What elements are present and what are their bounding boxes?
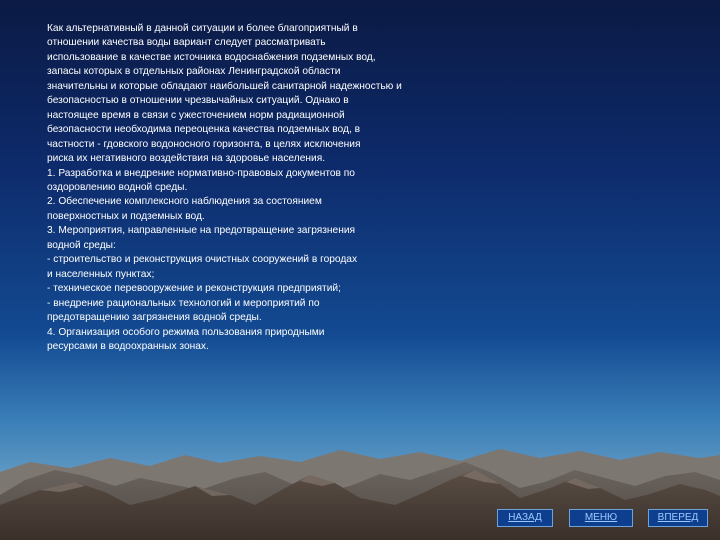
text-line: значительны и которые обладают наибольшей санитарной надежностью и <box>47 80 402 92</box>
text-line: - строительство и реконструкция очистных сооружений в городах <box>47 254 358 266</box>
text-line: и населенных пунктах; <box>47 268 155 280</box>
menu-button[interactable]: МЕНЮ <box>569 509 633 527</box>
text-line: Как альтернативный в данной ситуации и более благоприятный в <box>47 23 358 34</box>
back-button[interactable]: НАЗАД <box>497 509 553 527</box>
text-line: риска их негативного воздействия на здоровье населения. <box>47 153 326 165</box>
text-line: 3. Мероприятия, направленные на предотвращение загрязнения <box>47 225 356 237</box>
text-line: предотвращению загрязнения водной среды. <box>47 312 262 324</box>
text-line: безопасности необходима переоценка качества подземных вод, в <box>47 124 361 136</box>
slide-body-text <box>47 22 487 354</box>
text-line: настоящее время в связи с ужесточением норм радиационной <box>47 109 345 121</box>
text-line: 1. Разработка и внедрение нормативно-правовых документов по <box>47 167 355 179</box>
next-button[interactable]: ВПЕРЕД <box>648 509 708 527</box>
text-line: 2. Обеспечение комплексного наблюдения за состоянием <box>47 196 322 208</box>
text-line: отношении качества воды вариант следует рассматривать <box>47 37 326 49</box>
text-line: поверхностных и подземных вод. <box>47 210 205 222</box>
text-line: использование в качестве источника водоснабжения подземных вод, <box>47 51 376 63</box>
text-line: ресурсами в водоохранных зонах. <box>47 340 209 352</box>
text-line: - внедрение рациональных технологий и мероприятий по <box>47 297 320 309</box>
text-line: - техническое перевооружение и реконструкция предприятий; <box>47 283 341 295</box>
text-line: оздоровлению водной среды. <box>47 181 188 193</box>
text-line: 4. Организация особого режима пользования природными <box>47 326 325 338</box>
text-line: водной среды: <box>47 239 116 251</box>
text-line: безопасностью в отношении чрезвычайных ситуаций. Однако в <box>47 95 349 107</box>
text-line: частности - гдовского водоносного горизонта, в целях исключения <box>47 138 361 150</box>
text-line: запасы которых в отдельных районах Ленинградской области <box>47 66 341 78</box>
